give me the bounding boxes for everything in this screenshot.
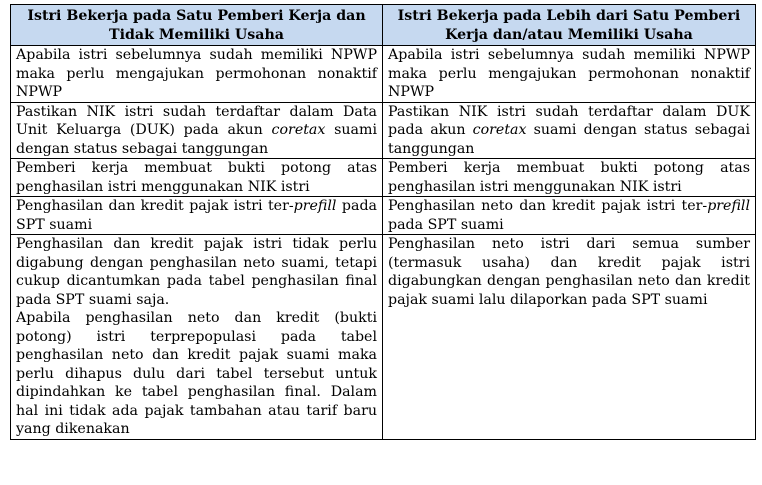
comparison-table-wrapper <box>10 4 755 440</box>
table-row <box>11 235 756 440</box>
cell-multiple-withholding: Pemberi kerja membuat bukti potong atas penghasilan istri menggunakan NIK istri <box>383 159 756 197</box>
cell-multiple-prefill <box>383 197 756 235</box>
header-row <box>11 5 756 46</box>
cell-italic-term: prefill <box>707 198 750 214</box>
cell-paragraph: Penghasilan dan kredit pajak istri tidak perlu digabung dengan penghasilan neto suami, tetapi cukup dicantumkan pada tabel penghasilan final pada SPT suami saja. <box>16 236 377 308</box>
header-single-employer: Istri Bekerja pada Satu Pemberi Kerja dan Tidak Memiliki Usaha <box>11 5 383 46</box>
table-row <box>11 159 756 197</box>
cell-text: Pastikan NIK istri sudah terdaftar dalam Data Unit Keluarga (DUK) pada akun <box>16 103 377 138</box>
cell-text: Penghasilan neto dan kredit pajak istri ter- <box>388 198 708 214</box>
cell-single-prefill <box>11 197 383 235</box>
cell-paragraph: Apabila penghasilan neto dan kredit (bukti potong) istri terprepopulasi pada tabel penghasilan neto dan kredit pajak suami maka perlu dihapus dulu dari tabel tersebut untuk dipindahkan ke tabel penghasilan final. Dalam hal ini tidak ada pajak tambahan atau tarif baru yang dikenakan <box>16 310 377 437</box>
cell-text: Pastikan NIK istri sudah terdaftar dalam DUK pada akun <box>388 103 750 138</box>
cell-multiple-npwp: Apabila istri sebelumnya sudah memiliki NPWP maka perlu mengajukan permohonan nonaktif NPWP <box>383 46 756 103</box>
cell-single-reporting <box>11 235 383 440</box>
cell-single-duk <box>11 102 383 159</box>
table-row <box>11 102 756 159</box>
table-row <box>11 46 756 103</box>
cell-single-withholding: Pemberi kerja membuat bukti potong atas penghasilan istri menggunakan NIK istri <box>11 159 383 197</box>
cell-text: pada SPT suami <box>16 198 377 233</box>
cell-multiple-duk <box>383 102 756 159</box>
cell-text: pada SPT suami <box>388 216 504 233</box>
comparison-table <box>10 4 756 440</box>
cell-text: Penghasilan dan kredit pajak istri ter- <box>16 198 294 214</box>
table-row <box>11 197 756 235</box>
cell-multiple-reporting: Penghasilan neto istri dari semua sumber (termasuk usaha) dan kredit pajak istri digabungkan dengan penghasilan neto dan kredit pajak suami lalu dilaporkan pada SPT suami <box>383 235 756 440</box>
cell-italic-term: prefill <box>293 198 337 214</box>
cell-text: suami dengan status sebagai tanggungan <box>16 122 377 157</box>
cell-italic-term: coretax <box>472 122 527 138</box>
cell-text: suami dengan status sebagai tanggungan <box>388 122 750 157</box>
cell-single-npwp: Apabila istri sebelumnya sudah memiliki NPWP maka perlu mengajukan permohonan nonaktif NPWP <box>11 46 383 103</box>
header-multiple-employers: Istri Bekerja pada Lebih dari Satu Pemberi Kerja dan/atau Memiliki Usaha <box>383 5 756 46</box>
cell-italic-term: coretax <box>271 122 326 138</box>
